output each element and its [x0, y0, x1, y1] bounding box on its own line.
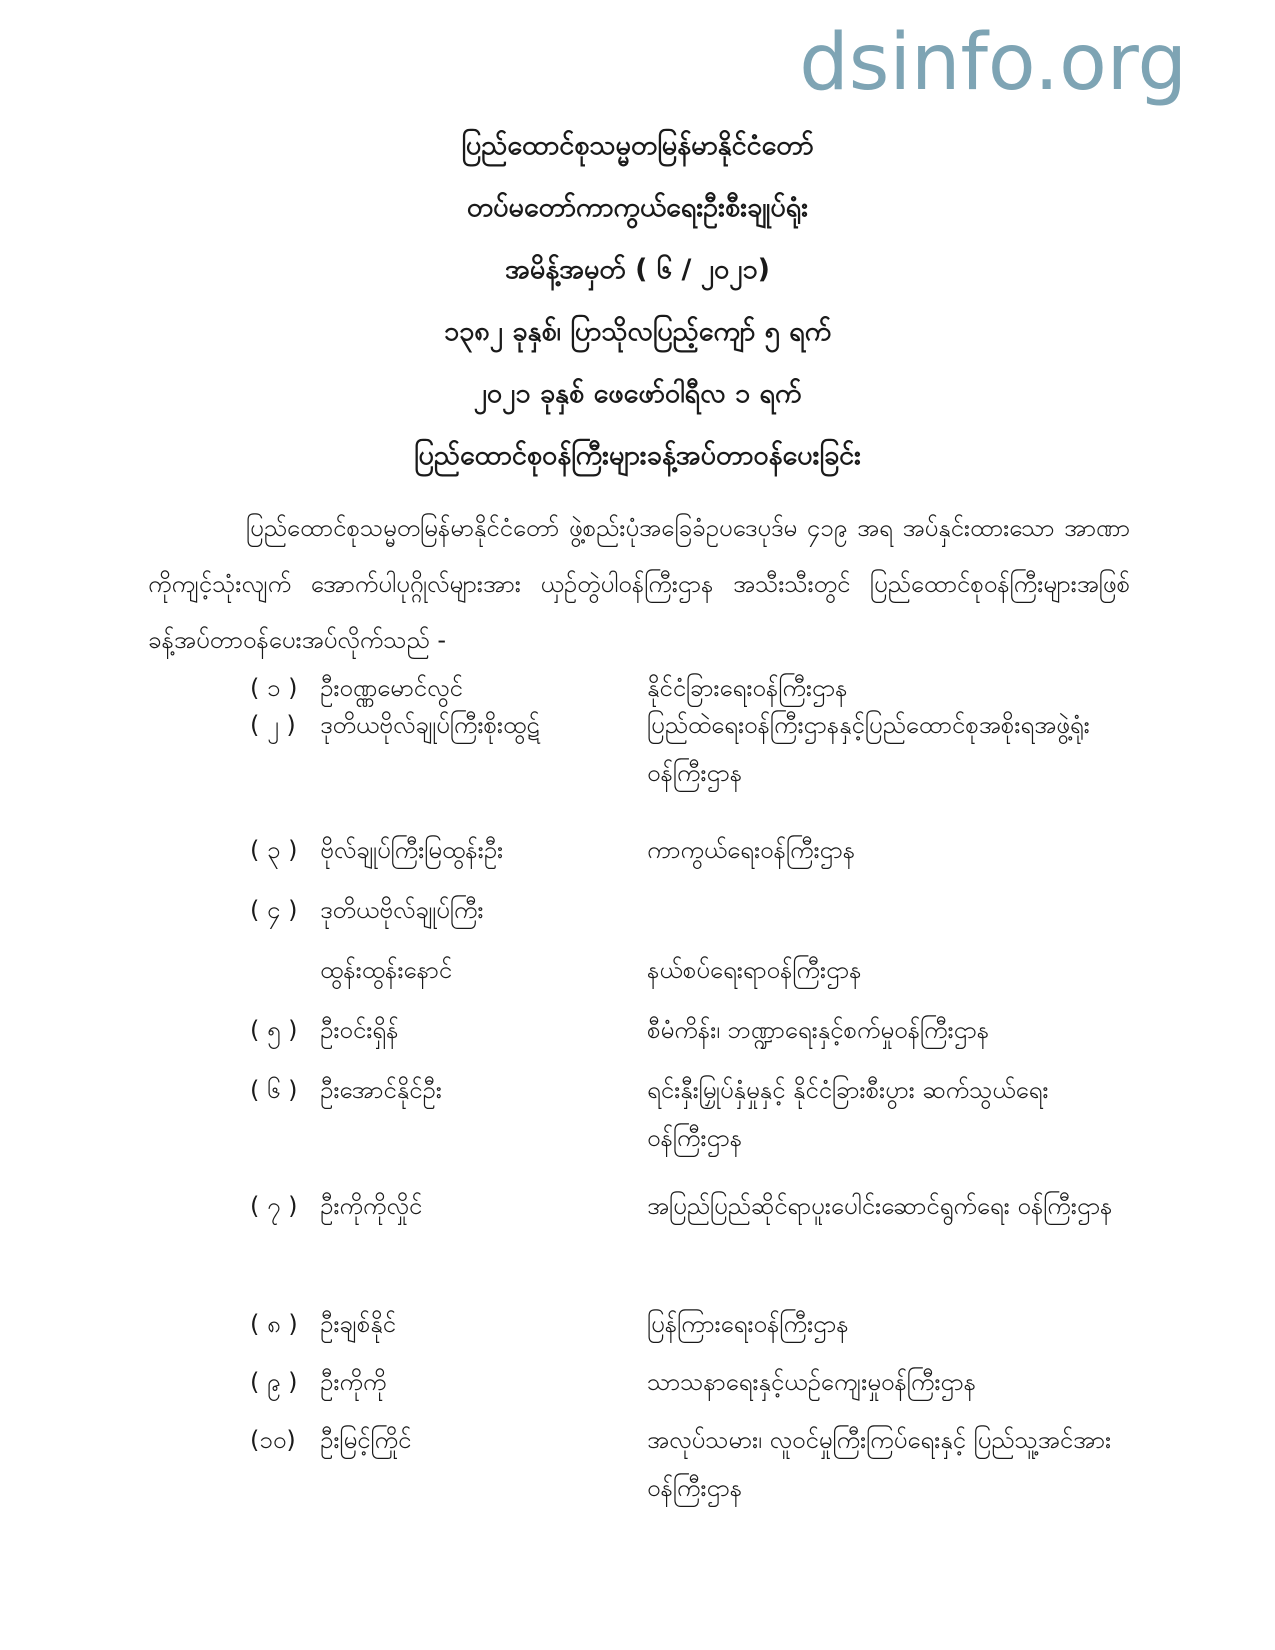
item-number: ( ၈ )	[250, 1310, 298, 1338]
appointee-name: ဦးဝဏ္ဏမောင်လွင်	[320, 674, 463, 702]
appointee-name: ဒုတိယဗိုလ်ချုပ်ကြီးစိုးထွဋ်	[320, 711, 540, 739]
heading-gregorian-date: ၂၀၂၁ ခုနှစ် ဖေဖော်ဝါရီလ ၁ ရက်	[473, 378, 802, 409]
item-number: ( ၄ )	[250, 896, 298, 924]
ministry-name: နိုင်ငံခြားရေးဝန်ကြီးဌာန	[647, 674, 848, 702]
heading-subject: ပြည်ထောင်စုဝန်ကြီးများခန့်အပ်တာဝန်ပေးခြင်း	[413, 440, 861, 471]
item-number: (၁၀)	[250, 1426, 296, 1454]
heading-country: ပြည်ထောင်စုသမ္မတမြန်မာနိုင်ငံတော်	[461, 130, 814, 161]
ministry-name: စီမံကိန်း၊ ဘဏ္ဍာရေးနှင့်စက်မှုဝန်ကြီးဌာန	[647, 1016, 990, 1044]
appointee-name: ဦးကိုကို	[320, 1368, 387, 1396]
item-number: ( ၁ )	[250, 674, 298, 702]
watermark-logo: dsinfo.org	[799, 18, 1187, 108]
ministry-name: သာသနာရေးနှင့်ယဉ်ကျေးမှုဝန်ကြီးဌာန	[647, 1368, 977, 1396]
item-number: ( ၆ )	[250, 1076, 298, 1104]
item-number: ( ၅ )	[250, 1016, 298, 1044]
appointee-name: ဦးကိုကိုလှိုင်	[320, 1192, 423, 1220]
ministry-name: ရင်းနှီးမြှုပ်နှံမှုနှင့် နိုင်ငံခြားစီးပွား ဆက်သွယ်ရေးဝန်ကြီးဌာန	[647, 1076, 1049, 1152]
ministry-name: နယ်စပ်ရေးရာဝန်ကြီးဌာန	[647, 956, 862, 984]
appointee-name: ဦးချစ်နိုင်	[320, 1310, 396, 1338]
item-number: ( ၂ )	[250, 711, 296, 739]
heading-myanmar-date: ၁၃၈၂ ခုနှစ်၊ ပြာသိုလပြည့်ကျော် ၅ ရက်	[443, 316, 832, 347]
appointee-name: ဒုတိယဗိုလ်ချုပ်ကြီး	[320, 896, 484, 924]
heading-office: တပ်မတော်ကာကွယ်ရေးဦးစီးချုပ်ရုံး	[466, 192, 809, 223]
item-number: ( ၉ )	[250, 1368, 298, 1396]
appointee-name: ထွန်းထွန်းနောင်	[320, 956, 453, 984]
ministry-name: အလုပ်သမား၊ လူဝင်မှုကြီးကြပ်ရေးနှင့် ပြည်သူ့အင်အားဝန်ကြီးဌာန	[647, 1426, 1112, 1502]
ministry-name: ပြည်ထဲရေးဝန်ကြီးဌာနနှင့်ပြည်ထောင်စုအစိုးရအဖွဲ့ရုံးဝန်ကြီးဌာန	[647, 711, 1090, 787]
appointee-name: ဗိုလ်ချုပ်ကြီးမြထွန်းဦး	[320, 836, 504, 864]
ministry-name: ပြန်ကြားရေးဝန်ကြီးဌာန	[647, 1310, 849, 1338]
item-number: ( ၃ )	[250, 836, 298, 864]
item-number: ( ၇ )	[250, 1192, 298, 1220]
appointee-name: ဦးအောင်နိုင်ဦး	[320, 1076, 442, 1104]
appointee-name: ဦးမြင့်ကြိုင်	[320, 1426, 412, 1454]
ministry-name: အပြည်ပြည်ဆိုင်ရာပူးပေါင်းဆောင်ရွက်ရေး ဝန်ကြီးဌာန	[647, 1192, 1113, 1220]
intro-paragraph: ပြည်ထောင်စုသမ္မတမြန်မာနိုင်ငံတော် ဖွဲ့စည်းပုံအခြေခံဥပဒေပုဒ်မ ၄၁၉ အရ အပ်နှင်းထားသော အာဏာကိုကျင့်သုံးလျက် အောက်ပါပုဂ္ဂိုလ်များအား ယှဉ်တွဲပါဝန်ကြီးဌာန အသီးသီးတွင် ပြည်ထောင်စုဝန်ကြီးများအဖြစ် ခန့်အပ်တာဝန်ပေးအပ်လိုက်သည် -	[148, 514, 1130, 654]
appointee-name: ဦးဝင်းရှိန်	[320, 1016, 399, 1044]
ministry-name: ကာကွယ်ရေးဝန်ကြီးဌာန	[647, 836, 856, 864]
heading-order-number: အမိန့်အမှတ် ( ၆ / ၂၀၂၁)	[505, 254, 770, 285]
